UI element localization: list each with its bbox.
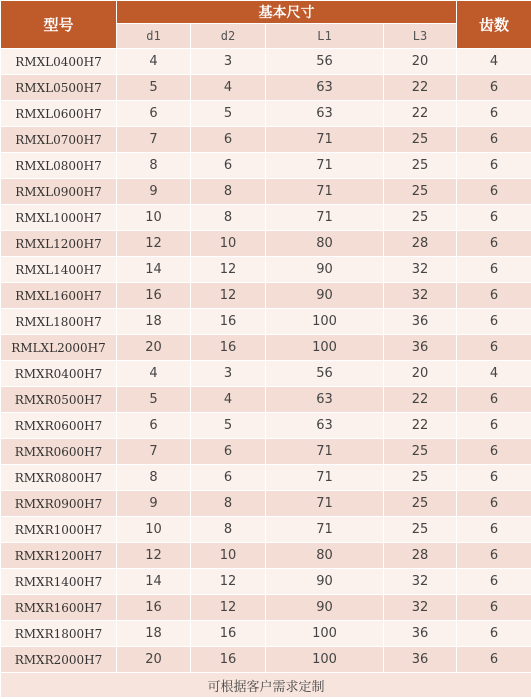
cell-l3: 20 — [384, 49, 457, 75]
table-row — [1, 621, 531, 647]
cell-d2: 6 — [191, 439, 266, 465]
cell-l3: 25 — [384, 179, 457, 205]
cell-model: RMXL1200H7 — [1, 231, 117, 257]
cell-d1: 16 — [117, 595, 191, 621]
cell-d1: 6 — [117, 413, 191, 439]
cell-d1: 14 — [117, 569, 191, 595]
cell-l3: 22 — [384, 413, 457, 439]
cell-d1: 16 — [117, 283, 191, 309]
table-row — [1, 465, 531, 491]
cell-l3: 25 — [384, 491, 457, 517]
cell-d1: 5 — [117, 387, 191, 413]
table-header — [1, 1, 531, 49]
cell-teeth: 6 — [457, 387, 531, 413]
cell-model: RMXR1200H7 — [1, 543, 117, 569]
cell-l3: 32 — [384, 283, 457, 309]
table-row — [1, 647, 531, 673]
cell-model: RMXR1800H7 — [1, 621, 117, 647]
table-row — [1, 361, 531, 387]
cell-d2: 12 — [191, 595, 266, 621]
cell-teeth: 6 — [457, 257, 531, 283]
cell-teeth: 6 — [457, 127, 531, 153]
cell-model: RMXR0800H7 — [1, 465, 117, 491]
cell-model: RMXR1400H7 — [1, 569, 117, 595]
cell-model: RMXR0600H7 — [1, 439, 117, 465]
cell-l1: 71 — [266, 491, 384, 517]
cell-d2: 4 — [191, 75, 266, 101]
cell-d2: 10 — [191, 543, 266, 569]
cell-l1: 71 — [266, 127, 384, 153]
cell-l1: 71 — [266, 205, 384, 231]
cell-l1: 56 — [266, 361, 384, 387]
cell-d2: 16 — [191, 621, 266, 647]
cell-teeth: 6 — [457, 595, 531, 621]
cell-l1: 56 — [266, 49, 384, 75]
cell-model: RMXR2000H7 — [1, 647, 117, 673]
cell-l1: 71 — [266, 179, 384, 205]
subheader-d1: d1 — [117, 24, 191, 49]
table-row — [1, 257, 531, 283]
table-row — [1, 543, 531, 569]
cell-l3: 22 — [384, 387, 457, 413]
cell-model: RMXL0400H7 — [1, 49, 117, 75]
cell-model: RMXR0400H7 — [1, 361, 117, 387]
cell-d2: 8 — [191, 517, 266, 543]
cell-model: RMLXL2000H7 — [1, 335, 117, 361]
cell-l1: 80 — [266, 543, 384, 569]
cell-teeth: 6 — [457, 335, 531, 361]
cell-d2: 12 — [191, 283, 266, 309]
cell-model: RMXR1600H7 — [1, 595, 117, 621]
cell-d1: 5 — [117, 75, 191, 101]
cell-l1: 100 — [266, 621, 384, 647]
cell-l1: 90 — [266, 257, 384, 283]
table-row — [1, 49, 531, 75]
cell-d1: 14 — [117, 257, 191, 283]
cell-d2: 6 — [191, 465, 266, 491]
cell-teeth: 6 — [457, 153, 531, 179]
cell-d1: 4 — [117, 49, 191, 75]
cell-model: RMXL0500H7 — [1, 75, 117, 101]
cell-d2: 16 — [191, 309, 266, 335]
cell-d2: 3 — [191, 361, 266, 387]
cell-teeth: 6 — [457, 413, 531, 439]
custom-order-note: 可根据客户需求定制 — [1, 673, 531, 698]
header-model: 型号 — [1, 1, 117, 49]
cell-d2: 10 — [191, 231, 266, 257]
cell-teeth: 6 — [457, 101, 531, 127]
cell-d2: 8 — [191, 179, 266, 205]
cell-d1: 20 — [117, 335, 191, 361]
cell-d1: 10 — [117, 517, 191, 543]
cell-teeth: 6 — [457, 621, 531, 647]
cell-l3: 28 — [384, 543, 457, 569]
cell-d2: 6 — [191, 153, 266, 179]
table-row — [1, 75, 531, 101]
cell-d2: 5 — [191, 101, 266, 127]
cell-teeth: 6 — [457, 309, 531, 335]
cell-d2: 12 — [191, 257, 266, 283]
cell-d1: 12 — [117, 543, 191, 569]
table-row — [1, 335, 531, 361]
cell-l1: 63 — [266, 413, 384, 439]
cell-l3: 32 — [384, 595, 457, 621]
cell-l3: 25 — [384, 127, 457, 153]
cell-l1: 90 — [266, 283, 384, 309]
cell-d2: 8 — [191, 491, 266, 517]
cell-teeth: 6 — [457, 491, 531, 517]
table-row — [1, 569, 531, 595]
table-row — [1, 491, 531, 517]
cell-d1: 9 — [117, 491, 191, 517]
cell-teeth: 6 — [457, 569, 531, 595]
cell-model: RMXL1600H7 — [1, 283, 117, 309]
cell-d1: 8 — [117, 153, 191, 179]
table-row — [1, 205, 531, 231]
subheader-d2: d2 — [191, 24, 266, 49]
table-row — [1, 231, 531, 257]
cell-model: RMXL0900H7 — [1, 179, 117, 205]
cell-l1: 100 — [266, 647, 384, 673]
cell-d2: 8 — [191, 205, 266, 231]
cell-l3: 20 — [384, 361, 457, 387]
cell-d2: 5 — [191, 413, 266, 439]
subheader-l3: L3 — [384, 24, 457, 49]
cell-d1: 18 — [117, 621, 191, 647]
cell-d2: 16 — [191, 335, 266, 361]
cell-l3: 32 — [384, 257, 457, 283]
table-row — [1, 153, 531, 179]
subheader-l1: L1 — [266, 24, 384, 49]
table-row — [1, 413, 531, 439]
cell-d2: 4 — [191, 387, 266, 413]
table-row — [1, 517, 531, 543]
cell-l3: 22 — [384, 101, 457, 127]
table-row — [1, 595, 531, 621]
cell-l1: 63 — [266, 387, 384, 413]
cell-l1: 80 — [266, 231, 384, 257]
cell-teeth: 6 — [457, 231, 531, 257]
table-row — [1, 387, 531, 413]
cell-model: RMXR0600H7 — [1, 413, 117, 439]
cell-d2: 3 — [191, 49, 266, 75]
table-row — [1, 127, 531, 153]
cell-teeth: 6 — [457, 647, 531, 673]
cell-l3: 25 — [384, 517, 457, 543]
cell-model: RMXL0800H7 — [1, 153, 117, 179]
cell-l1: 71 — [266, 439, 384, 465]
cell-l3: 36 — [384, 309, 457, 335]
cell-model: RMXL1400H7 — [1, 257, 117, 283]
cell-l1: 63 — [266, 101, 384, 127]
cell-l1: 71 — [266, 153, 384, 179]
table-row — [1, 283, 531, 309]
cell-model: RMXL0700H7 — [1, 127, 117, 153]
cell-l3: 25 — [384, 439, 457, 465]
cell-teeth: 6 — [457, 465, 531, 491]
cell-teeth: 6 — [457, 543, 531, 569]
cell-d1: 20 — [117, 647, 191, 673]
cell-l1: 63 — [266, 75, 384, 101]
header-basic-dimensions: 基本尺寸 — [117, 1, 457, 24]
cell-l3: 36 — [384, 335, 457, 361]
cell-model: RMXL1000H7 — [1, 205, 117, 231]
cell-l1: 100 — [266, 335, 384, 361]
table-body — [1, 49, 531, 673]
cell-d1: 4 — [117, 361, 191, 387]
cell-teeth: 6 — [457, 205, 531, 231]
cell-model: RMXL0600H7 — [1, 101, 117, 127]
table-footer — [1, 673, 531, 698]
table-row — [1, 439, 531, 465]
cell-l3: 28 — [384, 231, 457, 257]
cell-d1: 6 — [117, 101, 191, 127]
table-row — [1, 101, 531, 127]
cell-d1: 7 — [117, 127, 191, 153]
cell-model: RMXR0500H7 — [1, 387, 117, 413]
cell-l1: 90 — [266, 569, 384, 595]
cell-l1: 71 — [266, 465, 384, 491]
cell-model: RMXR0900H7 — [1, 491, 117, 517]
cell-teeth: 4 — [457, 49, 531, 75]
table-row — [1, 179, 531, 205]
header-teeth: 齿数 — [457, 1, 531, 49]
cell-model: RMXR1000H7 — [1, 517, 117, 543]
cell-d1: 10 — [117, 205, 191, 231]
cell-l3: 22 — [384, 75, 457, 101]
cell-d1: 7 — [117, 439, 191, 465]
cell-d1: 8 — [117, 465, 191, 491]
cell-l3: 32 — [384, 569, 457, 595]
table-row — [1, 309, 531, 335]
cell-teeth: 6 — [457, 75, 531, 101]
cell-teeth: 4 — [457, 361, 531, 387]
cell-model: RMXL1800H7 — [1, 309, 117, 335]
cell-d1: 12 — [117, 231, 191, 257]
cell-d2: 12 — [191, 569, 266, 595]
cell-l3: 25 — [384, 465, 457, 491]
cell-teeth: 6 — [457, 283, 531, 309]
cell-l1: 90 — [266, 595, 384, 621]
cell-l3: 25 — [384, 205, 457, 231]
cell-l1: 71 — [266, 517, 384, 543]
cell-d1: 18 — [117, 309, 191, 335]
cell-d2: 6 — [191, 127, 266, 153]
cell-l3: 36 — [384, 621, 457, 647]
cell-l3: 36 — [384, 647, 457, 673]
cell-d2: 16 — [191, 647, 266, 673]
cell-l1: 100 — [266, 309, 384, 335]
cell-teeth: 6 — [457, 179, 531, 205]
cell-teeth: 6 — [457, 517, 531, 543]
cell-d1: 9 — [117, 179, 191, 205]
cell-teeth: 6 — [457, 439, 531, 465]
cell-l3: 25 — [384, 153, 457, 179]
